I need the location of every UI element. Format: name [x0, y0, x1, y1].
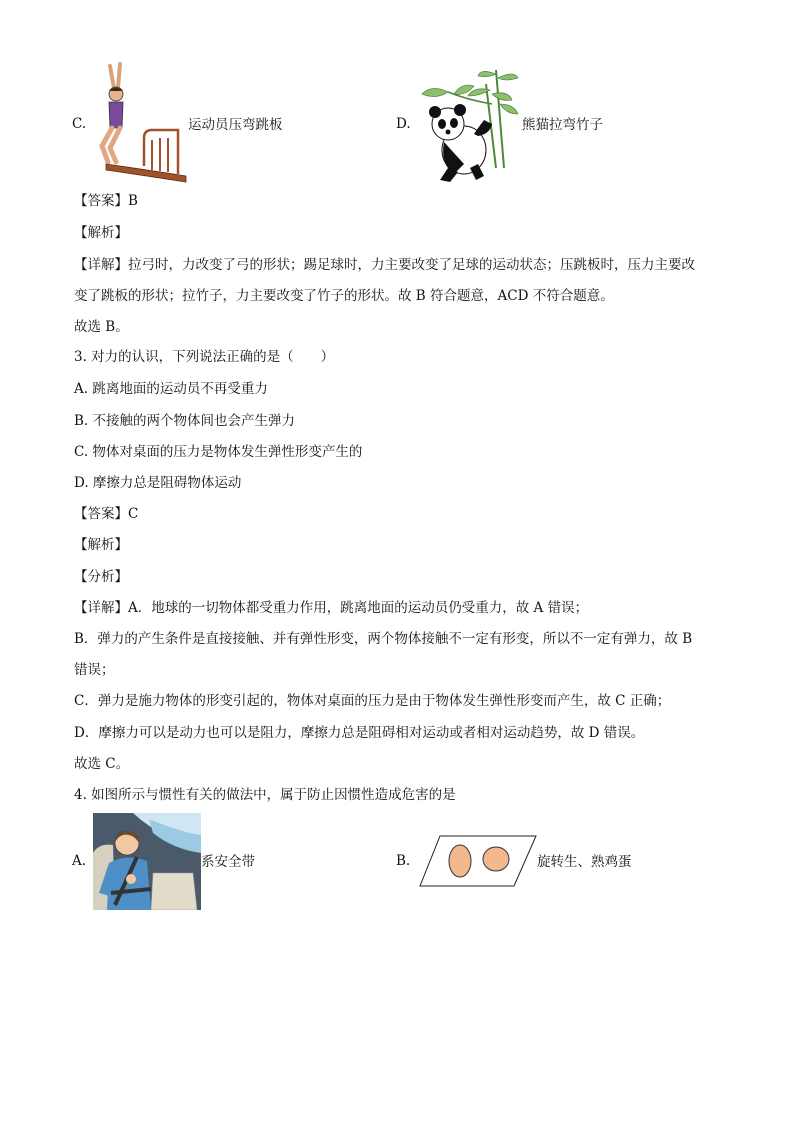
q3-detail-b-line-2: 错误； — [74, 662, 115, 678]
q4-option-a-caption: 系安全带 — [201, 854, 255, 870]
option-d-caption: 熊猫拉弯竹子 — [522, 117, 603, 133]
q3-option-d: D. 摩擦力总是阻碍物体运动 — [74, 475, 242, 491]
q3-analysis-heading: 【解析】 — [74, 537, 128, 553]
q4-stem: 4. 如图所示与惯性有关的做法中，属于防止因惯性造成危害的是 — [74, 787, 456, 803]
q3-detail-b-line-1: B．弹力的产生条件是直接接触、并有弹性形变，两个物体接触不一定有形变，所以不一定有弹力，故 B — [74, 631, 693, 647]
q3-detail-a: 【详解】A．地球的一切物体都受重力作用，跳离地面的运动员仍受重力，故 A 错误； — [74, 600, 589, 616]
q4-option-b-caption: 旋转生、熟鸡蛋 — [537, 854, 632, 870]
q2-analysis-heading: 【解析】 — [74, 225, 128, 241]
q3-detail-d: D．摩擦力可以是动力也可以是阻力，摩擦力总是阻碍相对运动或者相对运动趋势，故 D 错误。 — [74, 725, 645, 741]
option-c-letter: C. — [72, 116, 87, 132]
q3-detail-c: C．弹力是施力物体的形变引起的，物体对桌面的压力是由于物体发生弹性形变而产生，故 C 正确； — [74, 693, 671, 709]
q3-option-c: C. 物体对桌面的压力是物体发生弹性形变产生的 — [74, 444, 363, 460]
q2-choice: 故选 B。 — [74, 319, 129, 335]
panda-bamboo-image — [418, 64, 522, 184]
q3-option-a: A. 跳离地面的运动员不再受重力 — [74, 381, 268, 397]
spinning-eggs-image — [418, 834, 538, 888]
seatbelt-image — [93, 813, 201, 910]
q3-choice: 故选 C。 — [74, 756, 130, 772]
q2-answer: 【答案】B — [74, 193, 138, 209]
q3-stem: 3. 对力的认识，下列说法正确的是（ ） — [74, 349, 335, 365]
q3-fenxi-heading: 【分析】 — [74, 569, 128, 585]
q4-option-a-letter: A. — [72, 853, 87, 869]
q3-answer: 【答案】C — [74, 506, 139, 522]
option-d-letter: D. — [396, 116, 411, 132]
option-c-caption: 运动员压弯跳板 — [188, 117, 283, 133]
q4-option-b-letter: B. — [396, 853, 411, 869]
diver-springboard-image — [88, 58, 188, 184]
q3-option-b: B. 不接触的两个物体间也会产生弹力 — [74, 413, 296, 429]
q2-detail-line-2: 变了跳板的形状；拉竹子，力主要改变了竹子的形状。故 B 符合题意，ACD 不符合题意。 — [74, 288, 614, 304]
q2-detail-line-1: 【详解】拉弓时，力改变了弓的形状；踢足球时，力主要改变了足球的运动状态；压跳板时，压力主要改 — [74, 257, 695, 273]
